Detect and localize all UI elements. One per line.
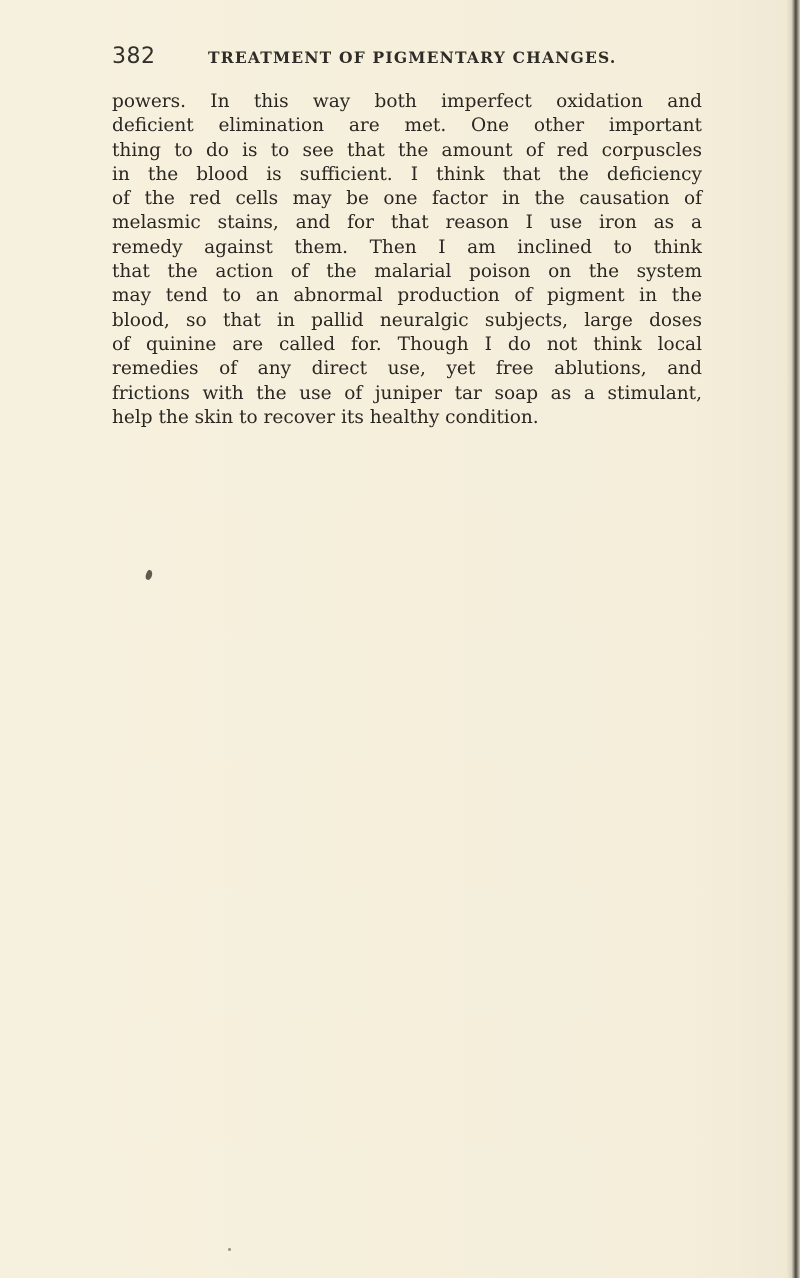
text-line: that the action of the malarial poison on the system: [112, 261, 702, 283]
text-line: of the red cells may be one factor in the causation of: [112, 188, 702, 210]
page-edge-shadow: [786, 0, 800, 1278]
text-line: of quinine are called for. Though I do not think local: [112, 333, 702, 355]
text-line: help the skin to recover its healthy condition.: [112, 406, 539, 428]
text-line: thing to do is to see that the amount of red corpuscles: [112, 139, 702, 161]
text-line: in the blood is sufficient. I think that the deficiency: [112, 163, 702, 185]
text-line: melasmic stains, and for that reason I use iron as a: [112, 212, 702, 234]
text-line: remedy against them. Then I am inclined to think: [112, 236, 702, 258]
running-header: [112, 44, 672, 76]
text-line: frictions with the use of juniper tar soap as a stimulant,: [112, 382, 702, 404]
text-line: may tend to an abnormal production of pigment in the: [112, 285, 702, 307]
page-number: 382: [112, 44, 156, 69]
body-paragraph: [112, 90, 702, 430]
text-line: blood, so that in pallid neuralgic subjects, large doses: [112, 309, 702, 331]
text-line: deficient elimination are met. One other important: [112, 115, 702, 137]
text-line: remedies of any direct use, yet free ablutions, and: [112, 358, 702, 380]
paper-speck-mark: [228, 1248, 231, 1251]
text-line: powers. In this way both imperfect oxidation and: [112, 91, 702, 112]
ink-blot-mark: [144, 569, 153, 580]
running-title: TREATMENT OF PIGMENTARY CHANGES.: [208, 48, 617, 67]
